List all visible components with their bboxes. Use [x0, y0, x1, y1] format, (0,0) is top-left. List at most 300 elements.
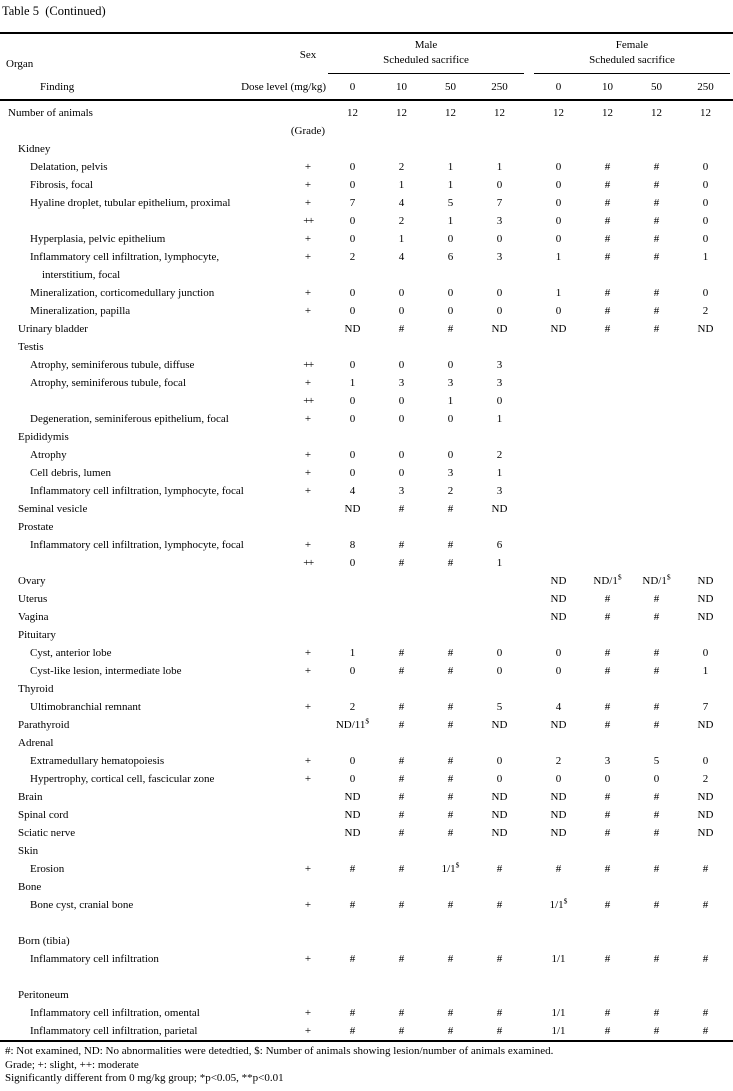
value-cell: #: [447, 1025, 454, 1037]
value-cell: #: [653, 323, 660, 335]
value-cell: 0: [349, 287, 356, 299]
value-cell: #: [653, 809, 660, 821]
table-row: [6, 248, 730, 266]
value-cell: #: [604, 899, 611, 911]
value-cell: ND: [344, 323, 361, 335]
row-label: Parathyroid: [18, 719, 70, 731]
value-cell: #: [653, 197, 660, 209]
dose-tick-female-250: 250: [697, 81, 714, 93]
value-cell: ND: [344, 827, 361, 839]
value-cell: 1/1: [551, 953, 566, 965]
value-cell: ND: [344, 503, 361, 515]
value-cell: #: [349, 863, 356, 875]
value-cell: 1: [496, 161, 503, 173]
value-cell: #: [702, 1007, 709, 1019]
row-label: Pituitary: [18, 629, 56, 641]
table-row: [6, 572, 730, 590]
value-cell: #: [653, 701, 660, 713]
table-row: [6, 608, 730, 626]
value-cell: #: [447, 791, 454, 803]
row-label: Inflammatory cell infiltration, lymphocyte, focal: [30, 539, 244, 551]
value-cell: #: [604, 179, 611, 191]
value-cell: 0: [349, 773, 356, 785]
table-row: [6, 104, 730, 122]
value-cell: 0: [447, 413, 454, 425]
grade-cell: (Grade): [290, 125, 326, 137]
value-cell: 0: [555, 305, 562, 317]
value-cell: ND: [697, 827, 714, 839]
grade-cell: ++: [303, 215, 313, 227]
value-cell: 0: [398, 449, 405, 461]
value-cell: 12: [445, 107, 456, 119]
row-label: Born (tibia): [18, 935, 70, 947]
value-cell: #: [447, 557, 454, 569]
value-cell: 0: [702, 179, 709, 191]
row-label: Thyroid: [18, 683, 54, 695]
value-cell: 6: [447, 251, 454, 263]
value-cell: #: [447, 647, 454, 659]
row-label: Inflammatory cell infiltration, lymphocyte, focal: [30, 485, 244, 497]
value-cell: 12: [494, 107, 505, 119]
value-cell: #: [447, 503, 454, 515]
table-body: [6, 104, 730, 1040]
value-cell: ND: [697, 323, 714, 335]
value-cell: #: [447, 899, 454, 911]
table-row: [6, 464, 730, 482]
value-cell: 0: [702, 215, 709, 227]
value-cell: #: [349, 899, 356, 911]
row-label: Atrophy, seminiferous tubule, diffuse: [30, 359, 195, 371]
value-cell: #: [398, 899, 405, 911]
value-cell: 0: [555, 215, 562, 227]
footnote-grade: Grade; +: slight, ++: moderate: [5, 1058, 139, 1071]
value-cell: ND: [550, 827, 567, 839]
value-cell: 0: [496, 395, 503, 407]
value-cell: 1: [447, 395, 454, 407]
value-cell: 2: [702, 305, 709, 317]
value-cell: 12: [347, 107, 358, 119]
value-cell: #: [447, 827, 454, 839]
table-row: [6, 212, 730, 230]
row-label: Urinary bladder: [18, 323, 88, 335]
value-cell: #: [604, 215, 611, 227]
value-cell: 3: [496, 359, 503, 371]
value-cell: #: [653, 233, 660, 245]
row-label: Inflammatory cell infiltration, parietal: [30, 1025, 198, 1037]
value-cell: 0: [349, 179, 356, 191]
value-cell: #: [653, 161, 660, 173]
value-cell: ND: [491, 827, 508, 839]
footnote-marker: $: [617, 572, 622, 582]
table-row: [6, 122, 730, 140]
value-cell: 1/1$: [549, 896, 568, 911]
row-label: Uterus: [18, 593, 48, 605]
value-cell: 0: [702, 197, 709, 209]
value-cell: 0: [496, 755, 503, 767]
value-cell: #: [653, 1025, 660, 1037]
value-cell: #: [398, 701, 405, 713]
value-cell: #: [496, 1025, 503, 1037]
value-cell: 0: [398, 359, 405, 371]
table-row: [6, 662, 730, 680]
value-cell: ND: [491, 323, 508, 335]
row-label: Hyperplasia, pelvic epithelium: [30, 233, 166, 245]
grade-cell: +: [304, 233, 312, 245]
value-cell: 3: [398, 377, 405, 389]
value-cell: #: [447, 773, 454, 785]
row-label: Extramedullary hematopoiesis: [30, 755, 165, 767]
value-cell: #: [447, 323, 454, 335]
grade-cell: +: [304, 773, 312, 785]
grade-cell: +: [304, 899, 312, 911]
grade-cell: ++: [303, 557, 313, 569]
value-cell: 3: [496, 485, 503, 497]
grade-cell: +: [304, 179, 312, 191]
table-row: [6, 896, 730, 914]
table-title: Table 5 (Continued): [2, 4, 106, 18]
value-cell: ND: [550, 611, 567, 623]
value-cell: #: [604, 197, 611, 209]
grade-cell: +: [304, 647, 312, 659]
row-label: interstitium, focal: [42, 269, 121, 281]
table-row: [6, 284, 730, 302]
value-cell: #: [447, 755, 454, 767]
value-cell: 1: [349, 377, 356, 389]
table-row: [6, 590, 730, 608]
grade-cell: +: [304, 539, 312, 551]
value-cell: #: [555, 863, 562, 875]
value-cell: #: [398, 323, 405, 335]
value-cell: 3: [398, 485, 405, 497]
row-label: Adrenal: [18, 737, 54, 749]
value-cell: 0: [496, 647, 503, 659]
value-cell: 0: [349, 467, 356, 479]
value-cell: 0: [349, 557, 356, 569]
value-cell: #: [447, 539, 454, 551]
grade-cell: +: [304, 413, 312, 425]
row-label: Kidney: [18, 143, 51, 155]
table-row: [6, 410, 730, 428]
value-cell: #: [398, 1007, 405, 1019]
value-cell: #: [604, 701, 611, 713]
table-row: [6, 626, 730, 644]
value-cell: 0: [349, 215, 356, 227]
grade-cell: +: [304, 701, 312, 713]
value-cell: #: [398, 719, 405, 731]
row-label: Delatation, pelvis: [30, 161, 108, 173]
footnote-marker: $: [365, 716, 370, 726]
table-row: [6, 482, 730, 500]
row-label: Inflammatory cell infiltration: [30, 953, 159, 965]
value-cell: #: [604, 809, 611, 821]
row-label: Degeneration, seminiferous epithelium, focal: [30, 413, 229, 425]
dose-tick-female-0: 0: [555, 81, 562, 93]
row-label: Atrophy, seminiferous tubule, focal: [30, 377, 186, 389]
value-cell: #: [398, 503, 405, 515]
grade-cell: +: [304, 863, 312, 875]
value-cell: #: [653, 251, 660, 263]
table-row: [6, 788, 730, 806]
value-cell: 1: [496, 413, 503, 425]
value-cell: ND: [550, 791, 567, 803]
value-cell: #: [653, 647, 660, 659]
value-cell: 0: [555, 773, 562, 785]
table-row: [6, 842, 730, 860]
value-cell: #: [653, 1007, 660, 1019]
header-male-group: [328, 38, 524, 74]
value-cell: #: [653, 305, 660, 317]
value-cell: ND: [697, 809, 714, 821]
value-cell: #: [447, 809, 454, 821]
value-cell: 0: [496, 773, 503, 785]
value-cell: 0: [702, 233, 709, 245]
value-cell: 0: [349, 161, 356, 173]
value-cell: #: [349, 1025, 356, 1037]
value-cell: 0: [496, 233, 503, 245]
value-cell: #: [653, 287, 660, 299]
value-cell: #: [604, 1007, 611, 1019]
value-cell: 5: [447, 197, 454, 209]
row-label: Prostate: [18, 521, 54, 533]
value-cell: 5: [653, 755, 660, 767]
row-label: Fibrosis, focal: [30, 179, 93, 191]
value-cell: ND: [491, 503, 508, 515]
table-row: [6, 536, 730, 554]
table-row: [6, 320, 730, 338]
value-cell: 1/1$: [441, 860, 460, 875]
value-cell: 0: [653, 773, 660, 785]
row-label: Number of animals: [8, 107, 93, 119]
value-cell: 12: [700, 107, 711, 119]
value-cell: 7: [702, 701, 709, 713]
grade-cell: ++: [303, 359, 313, 371]
value-cell: #: [653, 611, 660, 623]
table-row: [6, 878, 730, 896]
row-label: Inflammatory cell infiltration, omental: [30, 1007, 200, 1019]
value-cell: 0: [555, 179, 562, 191]
row-label: Bone cyst, cranial bone: [30, 899, 134, 911]
value-cell: 0: [447, 233, 454, 245]
grade-cell: +: [304, 305, 312, 317]
value-cell: #: [496, 953, 503, 965]
value-cell: 1/1: [551, 1025, 566, 1037]
row-label: Cell debris, lumen: [30, 467, 111, 479]
value-cell: 3: [496, 215, 503, 227]
row-label: Cyst, anterior lobe: [30, 647, 112, 659]
value-cell: #: [604, 953, 611, 965]
value-cell: ND: [491, 791, 508, 803]
value-cell: 0: [447, 449, 454, 461]
value-cell: #: [398, 539, 405, 551]
row-label: Vagina: [18, 611, 49, 623]
grade-cell: +: [304, 251, 312, 263]
value-cell: 1: [555, 251, 562, 263]
value-cell: 2: [496, 449, 503, 461]
dose-tick-male-10: 10: [396, 81, 407, 93]
value-cell: #: [398, 557, 405, 569]
grade-cell: +: [304, 1007, 312, 1019]
value-cell: #: [447, 719, 454, 731]
value-cell: ND: [697, 719, 714, 731]
value-cell: 0: [496, 287, 503, 299]
value-cell: 0: [555, 665, 562, 677]
value-cell: 0: [398, 413, 405, 425]
value-cell: #: [604, 719, 611, 731]
value-cell: 1: [702, 665, 709, 677]
value-cell: #: [702, 863, 709, 875]
table-row: [6, 932, 730, 950]
grade-cell: +: [304, 287, 312, 299]
table-row: [6, 680, 730, 698]
value-cell: 0: [555, 233, 562, 245]
table-row: [6, 266, 730, 284]
table-row: [6, 914, 730, 932]
value-cell: 0: [702, 161, 709, 173]
value-cell: ND: [550, 593, 567, 605]
value-cell: ND/1$: [642, 572, 671, 587]
value-cell: #: [604, 863, 611, 875]
value-cell: 0: [349, 233, 356, 245]
value-cell: ND: [697, 611, 714, 623]
grade-cell: +: [304, 1025, 312, 1037]
value-cell: 3: [604, 755, 611, 767]
value-cell: 0: [398, 287, 405, 299]
value-cell: 1: [496, 467, 503, 479]
value-cell: 1: [398, 179, 405, 191]
value-cell: 0: [398, 467, 405, 479]
grade-cell: +: [304, 467, 312, 479]
value-cell: #: [398, 827, 405, 839]
value-cell: #: [604, 251, 611, 263]
value-cell: 0: [398, 395, 405, 407]
value-cell: 4: [349, 485, 356, 497]
table-row: [6, 374, 730, 392]
value-cell: 1: [349, 647, 356, 659]
value-cell: 0: [447, 359, 454, 371]
value-cell: #: [398, 1025, 405, 1037]
grade-cell: +: [304, 665, 312, 677]
value-cell: 12: [396, 107, 407, 119]
table-row: [6, 860, 730, 878]
value-cell: 2: [349, 701, 356, 713]
value-cell: #: [496, 899, 503, 911]
value-cell: 3: [496, 251, 503, 263]
grade-cell: +: [304, 755, 312, 767]
table-row: [6, 392, 730, 410]
table-row: [6, 194, 730, 212]
value-cell: 4: [398, 251, 405, 263]
row-label: Testis: [18, 341, 44, 353]
value-cell: 8: [349, 539, 356, 551]
value-cell: #: [398, 773, 405, 785]
dose-tick-male-250: 250: [491, 81, 508, 93]
value-cell: 0: [496, 179, 503, 191]
value-cell: 0: [349, 449, 356, 461]
row-label: Hypertrophy, cortical cell, fascicular zone: [30, 773, 215, 785]
value-cell: 2: [702, 773, 709, 785]
value-cell: 3: [447, 467, 454, 479]
value-cell: 2: [447, 485, 454, 497]
value-cell: #: [653, 827, 660, 839]
table-row: [6, 1022, 730, 1040]
value-cell: 4: [398, 197, 405, 209]
dose-tick-male-0: 0: [349, 81, 356, 93]
grade-cell: +: [304, 377, 312, 389]
value-cell: #: [398, 647, 405, 659]
row-label: Peritoneum: [18, 989, 69, 1001]
value-cell: 0: [349, 305, 356, 317]
grade-cell: +: [304, 161, 312, 173]
table-row: [6, 428, 730, 446]
value-cell: 12: [602, 107, 613, 119]
value-cell: 0: [555, 197, 562, 209]
value-cell: 12: [553, 107, 564, 119]
value-cell: ND: [697, 575, 714, 587]
value-cell: #: [604, 287, 611, 299]
row-label: Inflammatory cell infiltration, lymphocyte,: [30, 251, 220, 263]
row-label: Mineralization, corticomedullary junction: [30, 287, 215, 299]
table-row: [6, 698, 730, 716]
row-label: Seminal vesicle: [18, 503, 88, 515]
value-cell: 2: [555, 755, 562, 767]
value-cell: 0: [702, 287, 709, 299]
row-label: Atrophy: [30, 449, 67, 461]
value-cell: #: [653, 719, 660, 731]
row-label: Cyst-like lesion, intermediate lobe: [30, 665, 182, 677]
table-row: [6, 716, 730, 734]
value-cell: ND: [491, 719, 508, 731]
table-row: [6, 338, 730, 356]
table-row: [6, 158, 730, 176]
table-row: [6, 734, 730, 752]
header-dose-label: Dose level (mg/kg): [241, 81, 326, 93]
dose-tick-female-10: 10: [602, 81, 613, 93]
value-cell: #: [604, 593, 611, 605]
value-cell: #: [604, 305, 611, 317]
footnote-symbols: #: Not examined, ND: No abnormalities were detedtied, $: Number of animals showing lesion/number of animals examined.: [5, 1045, 554, 1057]
header-female-label: Female: [615, 39, 649, 51]
value-cell: ND: [550, 575, 567, 587]
value-cell: #: [604, 233, 611, 245]
row-label: Erosion: [30, 863, 65, 875]
row-label: Epididymis: [18, 431, 69, 443]
value-cell: ND: [550, 719, 567, 731]
value-cell: 0: [555, 161, 562, 173]
table-row: [6, 356, 730, 374]
value-cell: ND: [550, 809, 567, 821]
value-cell: 0: [496, 665, 503, 677]
value-cell: #: [604, 161, 611, 173]
value-cell: #: [447, 1007, 454, 1019]
value-cell: ND: [344, 791, 361, 803]
row-label: Brain: [18, 791, 43, 803]
value-cell: #: [398, 755, 405, 767]
table-row: [6, 176, 730, 194]
header-male-label: Male: [414, 39, 438, 51]
header-rule: [0, 99, 733, 101]
value-cell: 7: [496, 197, 503, 209]
value-cell: ND: [344, 809, 361, 821]
value-cell: 6: [496, 539, 503, 551]
value-cell: #: [702, 1025, 709, 1037]
value-cell: #: [447, 701, 454, 713]
header-organ: Organ: [6, 58, 34, 70]
grade-cell: +: [304, 449, 312, 461]
table-row: [6, 230, 730, 248]
dose-tick-female-50: 50: [651, 81, 662, 93]
value-cell: 5: [496, 701, 503, 713]
row-label: Ultimobranchial remnant: [30, 701, 141, 713]
